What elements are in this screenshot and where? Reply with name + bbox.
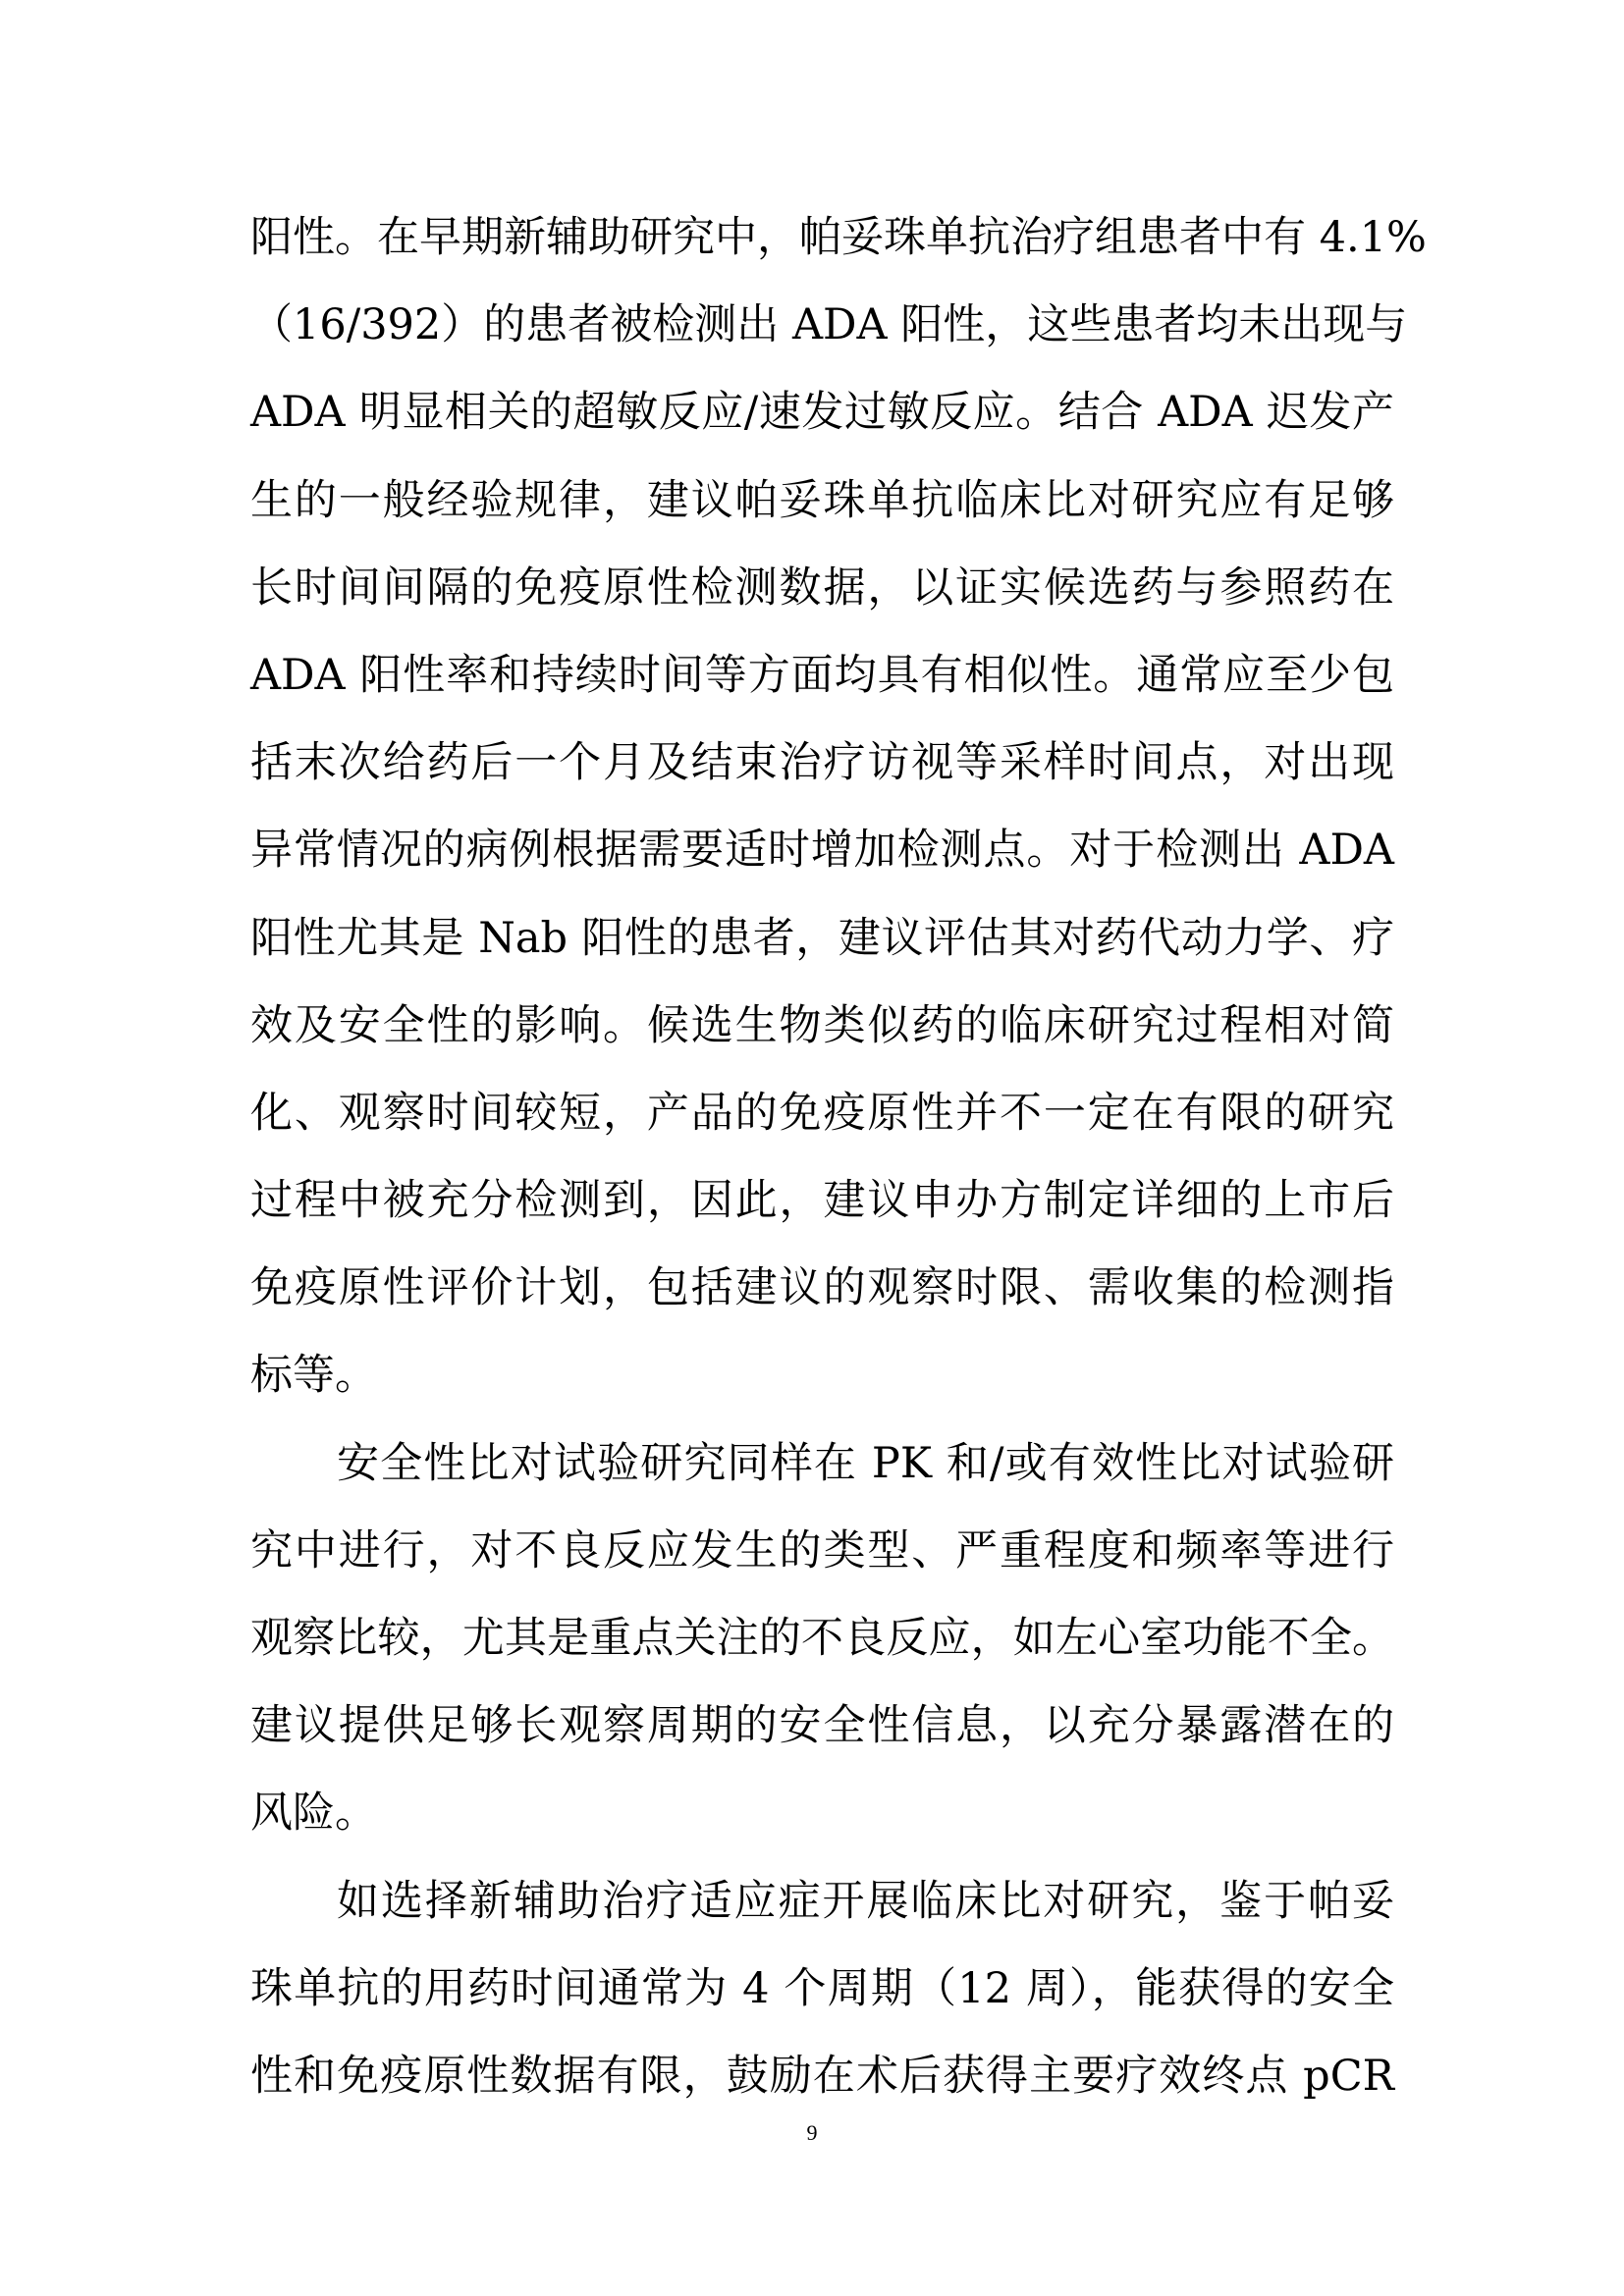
text-line: 如选择新辅助治疗适应症开展临床比对研究，鉴于帕妥	[337, 1876, 1394, 1926]
text-line: 化、观察时间较短，产品的免疫原性并不一定在有限的研究	[250, 1088, 1394, 1138]
text-line: 标等。	[250, 1351, 377, 1401]
text-line: 阳性。在早期新辅助研究中，帕妥珠单抗治疗组患者中有 4.1%	[250, 213, 1427, 262]
text-line: 性和免疫原性数据有限，鼓励在术后获得主要疗效终点 pCR	[250, 2051, 1394, 2101]
text-line: 珠单抗的用药时间通常为 4 个周期（12 周），能获得的安全	[250, 1963, 1394, 2013]
text-line: ADA 阳性率和持续时间等方面均具有相似性。通常应至少包	[250, 650, 1394, 700]
text-line: 风险。	[250, 1789, 377, 1839]
text-line: 生的一般经验规律，建议帕妥珠单抗临床比对研究应有足够	[250, 475, 1394, 525]
text-line: 括末次给药后一个月及结束治疗访视等采样时间点，对出现	[250, 738, 1394, 788]
text-line: 究中进行，对不良反应发生的类型、严重程度和频率等进行	[250, 1525, 1394, 1575]
text-line: 建议提供足够长观察周期的安全性信息，以充分暴露潜在的	[250, 1701, 1394, 1751]
text-line: ADA 明显相关的超敏反应/速发过敏反应。结合 ADA 迟发产	[250, 388, 1394, 438]
text-line: （16/392）的患者被检测出 ADA 阳性，这些患者均未出现与	[250, 300, 1408, 350]
text-line: 免疫原性评价计划，包括建议的观察时限、需收集的检测指	[250, 1263, 1394, 1313]
text-line: 效及安全性的影响。候选生物类似药的临床研究过程相对简	[250, 1000, 1394, 1050]
text-line: 阳性尤其是 Nab 阳性的患者，建议评估其对药代动力学、疗	[250, 913, 1394, 963]
text-line: 观察比较，尤其是重点关注的不良反应，如左心室功能不全。	[250, 1614, 1394, 1663]
page-number: 9	[806, 2120, 818, 2145]
text-line: 安全性比对试验研究同样在 PK 和/或有效性比对试验研	[337, 1438, 1394, 1488]
text-line: 长时间间隔的免疫原性检测数据，以证实候选药与参照药在	[250, 562, 1394, 613]
body-text	[250, 194, 1427, 2120]
text-line: 过程中被充分检测到，因此，建议申办方制定详细的上市后	[250, 1176, 1394, 1226]
text-line: 异常情况的病例根据需要适时增加检测点。对于检测出 ADA	[250, 826, 1394, 876]
